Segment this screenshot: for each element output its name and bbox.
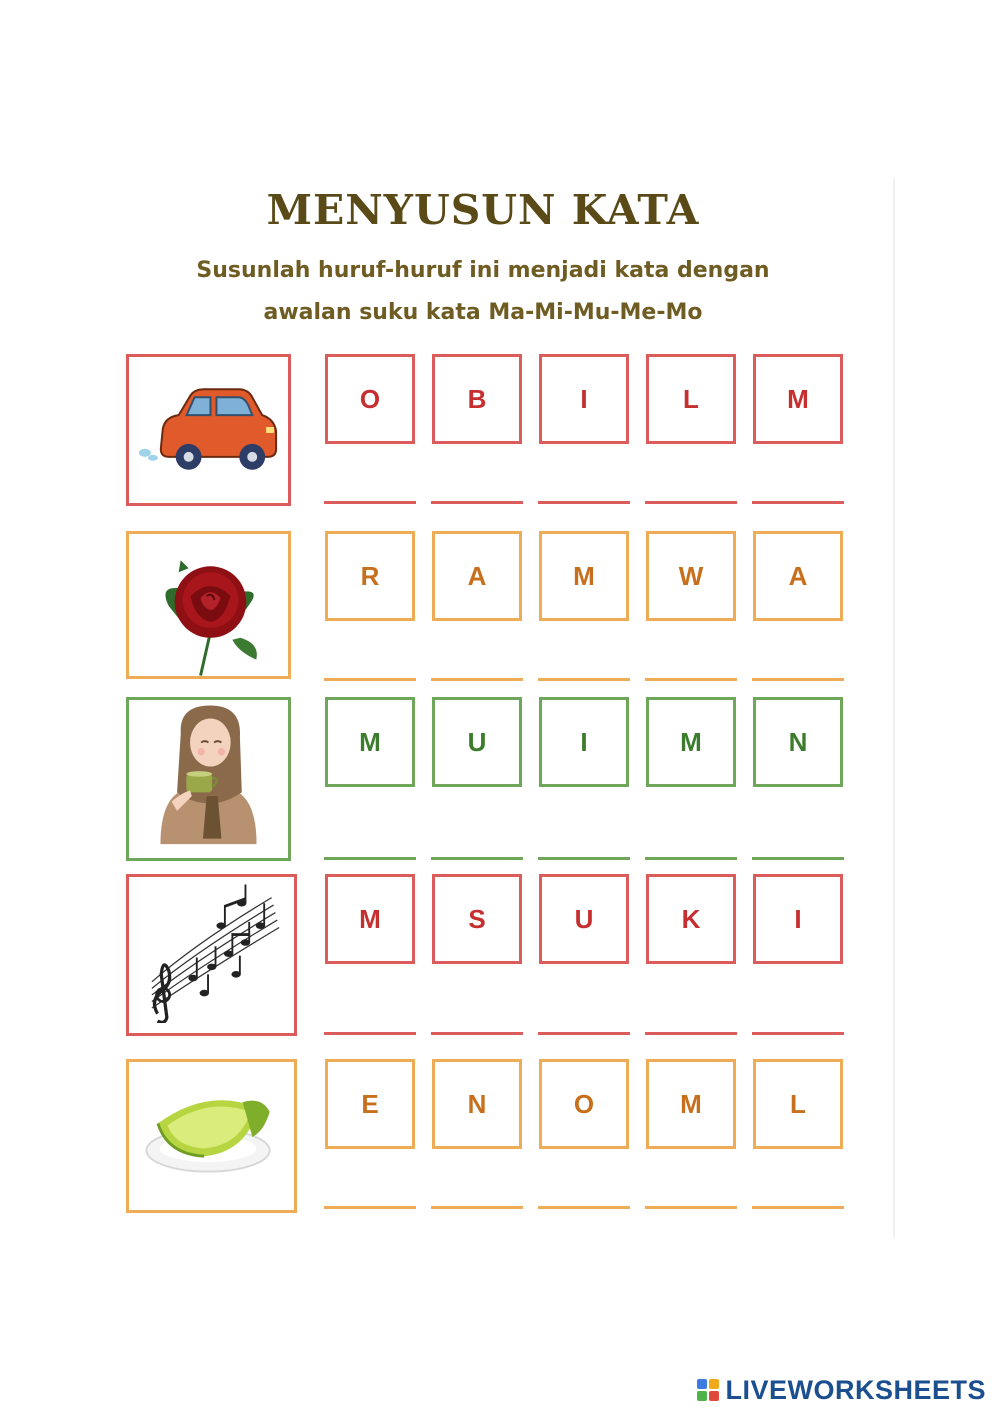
liveworksheets-logo[interactable] [697, 1375, 986, 1405]
answer-blank[interactable] [538, 1206, 630, 1209]
brand-name: LIVEWORKSHEETS [725, 1374, 986, 1405]
answer-blank[interactable] [538, 678, 630, 681]
answer-blank[interactable] [645, 501, 737, 504]
answer-blank[interactable] [431, 857, 523, 860]
word-row-5 [0, 1059, 1000, 1229]
answer-blank[interactable] [431, 501, 523, 504]
letter-tile[interactable]: M [646, 1059, 736, 1149]
answer-blank[interactable] [752, 1032, 844, 1035]
word-row-3 [0, 697, 1000, 867]
car-image [126, 354, 291, 506]
liveworksheets-icon [697, 1379, 719, 1401]
letter-tile[interactable]: U [539, 874, 629, 964]
letter-tile[interactable]: M [325, 697, 415, 787]
letter-tile[interactable]: M [646, 697, 736, 787]
letter-tile[interactable]: O [325, 354, 415, 444]
letter-tile[interactable]: N [753, 697, 843, 787]
answer-blank[interactable] [324, 1206, 416, 1209]
letter-tile[interactable]: E [325, 1059, 415, 1149]
answer-blank[interactable] [645, 1032, 737, 1035]
letter-tile[interactable]: R [325, 531, 415, 621]
answer-blank[interactable] [538, 1032, 630, 1035]
answer-blank[interactable] [538, 857, 630, 860]
instruction-line-1: Susunlah huruf-huruf ini menjadi kata dengan [196, 258, 770, 283]
letter-tile[interactable]: O [539, 1059, 629, 1149]
answer-blank[interactable] [752, 678, 844, 681]
answer-blank[interactable] [752, 1206, 844, 1209]
page-title: MENYUSUN KATA [266, 186, 700, 234]
melon-image [126, 1059, 297, 1213]
answer-blank[interactable] [752, 501, 844, 504]
word-row-2 [0, 531, 1000, 701]
answer-blank[interactable] [324, 857, 416, 860]
letter-tile[interactable]: I [753, 874, 843, 964]
answer-blank[interactable] [431, 1206, 523, 1209]
letter-tile[interactable]: L [753, 1059, 843, 1149]
letter-tile[interactable]: W [646, 531, 736, 621]
answer-blank[interactable] [645, 1206, 737, 1209]
letter-tile[interactable]: A [432, 531, 522, 621]
answer-blank[interactable] [324, 678, 416, 681]
girl-drinking-image [126, 697, 291, 861]
answer-blank[interactable] [538, 501, 630, 504]
music-notes-image [126, 874, 297, 1036]
letter-tile[interactable]: B [432, 354, 522, 444]
letter-tile[interactable]: N [432, 1059, 522, 1149]
letter-tile[interactable]: M [753, 354, 843, 444]
answer-blank[interactable] [324, 501, 416, 504]
answer-blank[interactable] [431, 678, 523, 681]
answer-blank[interactable] [645, 857, 737, 860]
answer-blank[interactable] [645, 678, 737, 681]
letter-tile[interactable]: L [646, 354, 736, 444]
letter-tile[interactable]: S [432, 874, 522, 964]
instruction-line-2: awalan suku kata Ma-Mi-Mu-Me-Mo [263, 300, 703, 325]
letter-tile[interactable]: U [432, 697, 522, 787]
answer-blank[interactable] [752, 857, 844, 860]
letter-tile[interactable]: K [646, 874, 736, 964]
letter-tile[interactable]: I [539, 354, 629, 444]
word-row-4 [0, 874, 1000, 1044]
letter-tile[interactable]: M [325, 874, 415, 964]
word-row-1 [0, 354, 1000, 524]
answer-blank[interactable] [431, 1032, 523, 1035]
letter-tile[interactable]: I [539, 697, 629, 787]
letter-tile[interactable]: A [753, 531, 843, 621]
answer-blank[interactable] [324, 1032, 416, 1035]
letter-tile[interactable]: M [539, 531, 629, 621]
rose-image [126, 531, 291, 679]
